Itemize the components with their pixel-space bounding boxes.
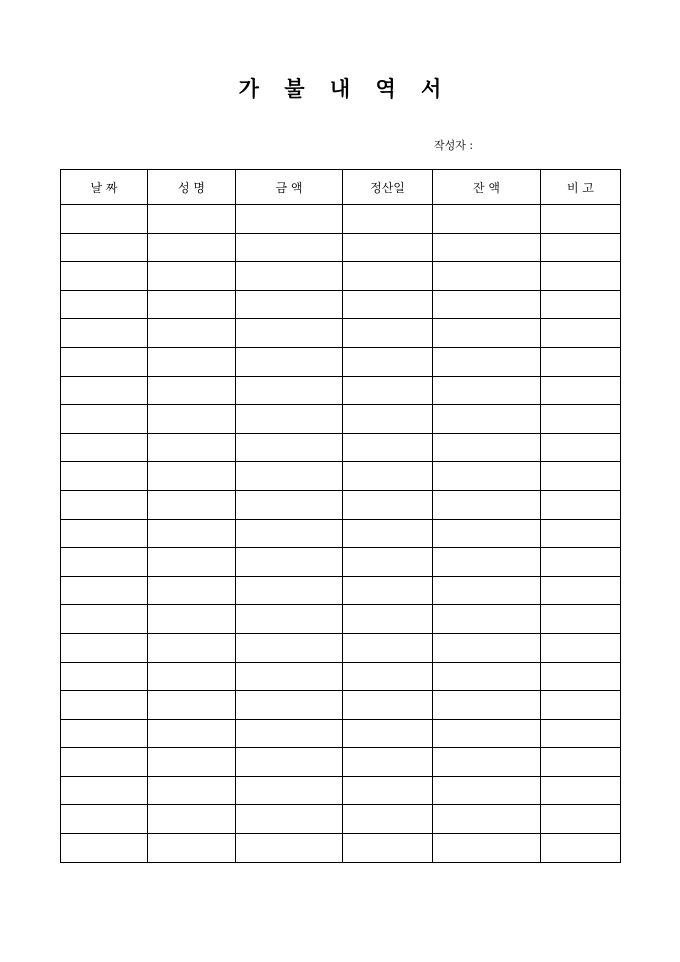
balance-cell[interactable] bbox=[433, 519, 541, 548]
settlement-date-cell[interactable] bbox=[343, 576, 433, 605]
remarks-cell[interactable] bbox=[541, 691, 621, 720]
name-cell[interactable] bbox=[148, 834, 236, 863]
remarks-cell[interactable] bbox=[541, 748, 621, 777]
balance-cell[interactable] bbox=[433, 548, 541, 577]
settlement-date-cell[interactable] bbox=[343, 205, 433, 234]
name-cell[interactable] bbox=[148, 691, 236, 720]
date-cell[interactable] bbox=[61, 376, 148, 405]
balance-cell[interactable] bbox=[433, 805, 541, 834]
balance-cell[interactable] bbox=[433, 347, 541, 376]
balance-cell[interactable] bbox=[433, 405, 541, 434]
name-cell[interactable] bbox=[148, 462, 236, 491]
name-cell[interactable] bbox=[148, 519, 236, 548]
remarks-cell[interactable] bbox=[541, 319, 621, 348]
header-remarks: 비 고 bbox=[541, 170, 621, 205]
header-amount: 금 액 bbox=[236, 170, 343, 205]
amount-cell[interactable] bbox=[236, 347, 343, 376]
date-cell[interactable] bbox=[61, 719, 148, 748]
date-cell[interactable] bbox=[61, 319, 148, 348]
table-row bbox=[61, 805, 621, 834]
date-cell[interactable] bbox=[61, 633, 148, 662]
remarks-cell[interactable] bbox=[541, 834, 621, 863]
date-cell[interactable] bbox=[61, 290, 148, 319]
table-row bbox=[61, 662, 621, 691]
header-balance: 잔 액 bbox=[433, 170, 541, 205]
table-row bbox=[61, 576, 621, 605]
advance-payment-table bbox=[60, 169, 621, 863]
balance-cell[interactable] bbox=[433, 605, 541, 634]
name-cell[interactable] bbox=[148, 290, 236, 319]
settlement-date-cell[interactable] bbox=[343, 319, 433, 348]
balance-cell[interactable] bbox=[433, 633, 541, 662]
balance-cell[interactable] bbox=[433, 262, 541, 291]
date-cell[interactable] bbox=[61, 233, 148, 262]
name-cell[interactable] bbox=[148, 347, 236, 376]
name-cell[interactable] bbox=[148, 405, 236, 434]
table-row bbox=[61, 605, 621, 634]
date-cell[interactable] bbox=[61, 748, 148, 777]
date-cell[interactable] bbox=[61, 662, 148, 691]
remarks-cell[interactable] bbox=[541, 290, 621, 319]
name-cell[interactable] bbox=[148, 490, 236, 519]
remarks-cell[interactable] bbox=[541, 490, 621, 519]
name-cell[interactable] bbox=[148, 605, 236, 634]
table-row bbox=[61, 376, 621, 405]
settlement-date-cell[interactable] bbox=[343, 233, 433, 262]
balance-cell[interactable] bbox=[433, 748, 541, 777]
table-row bbox=[61, 433, 621, 462]
table-row bbox=[61, 319, 621, 348]
table-row bbox=[61, 205, 621, 234]
amount-cell[interactable] bbox=[236, 776, 343, 805]
remarks-cell[interactable] bbox=[541, 519, 621, 548]
date-cell[interactable] bbox=[61, 405, 148, 434]
settlement-date-cell[interactable] bbox=[343, 262, 433, 291]
date-cell[interactable] bbox=[61, 576, 148, 605]
amount-cell[interactable] bbox=[236, 519, 343, 548]
name-cell[interactable] bbox=[148, 548, 236, 577]
name-cell[interactable] bbox=[148, 262, 236, 291]
remarks-cell[interactable] bbox=[541, 805, 621, 834]
table-row bbox=[61, 347, 621, 376]
amount-cell[interactable] bbox=[236, 662, 343, 691]
remarks-cell[interactable] bbox=[541, 633, 621, 662]
table-row bbox=[61, 691, 621, 720]
remarks-cell[interactable] bbox=[541, 262, 621, 291]
amount-cell[interactable] bbox=[236, 233, 343, 262]
amount-cell[interactable] bbox=[236, 290, 343, 319]
amount-cell[interactable] bbox=[236, 548, 343, 577]
amount-cell[interactable] bbox=[236, 576, 343, 605]
table-row bbox=[61, 262, 621, 291]
table-row bbox=[61, 719, 621, 748]
header-settlement-date: 정산일 bbox=[343, 170, 433, 205]
amount-cell[interactable] bbox=[236, 205, 343, 234]
author-label: 작성자 : bbox=[434, 139, 474, 152]
balance-cell[interactable] bbox=[433, 490, 541, 519]
date-cell[interactable] bbox=[61, 805, 148, 834]
header-name: 성 명 bbox=[148, 170, 236, 205]
remarks-cell[interactable] bbox=[541, 376, 621, 405]
name-cell[interactable] bbox=[148, 662, 236, 691]
balance-cell[interactable] bbox=[433, 719, 541, 748]
document-title: 가 불 내 역 서 bbox=[238, 76, 451, 101]
balance-cell[interactable] bbox=[433, 576, 541, 605]
amount-cell[interactable] bbox=[236, 748, 343, 777]
remarks-cell[interactable] bbox=[541, 576, 621, 605]
remarks-cell[interactable] bbox=[541, 548, 621, 577]
table-row bbox=[61, 633, 621, 662]
remarks-cell[interactable] bbox=[541, 719, 621, 748]
amount-cell[interactable] bbox=[236, 405, 343, 434]
settlement-date-cell[interactable] bbox=[343, 405, 433, 434]
settlement-date-cell[interactable] bbox=[343, 376, 433, 405]
remarks-cell[interactable] bbox=[541, 462, 621, 491]
name-cell[interactable] bbox=[148, 233, 236, 262]
settlement-date-cell[interactable] bbox=[343, 548, 433, 577]
settlement-date-cell[interactable] bbox=[343, 834, 433, 863]
balance-cell[interactable] bbox=[433, 319, 541, 348]
date-cell[interactable] bbox=[61, 548, 148, 577]
name-cell[interactable] bbox=[148, 719, 236, 748]
remarks-cell[interactable] bbox=[541, 233, 621, 262]
table-row bbox=[61, 834, 621, 863]
name-cell[interactable] bbox=[148, 805, 236, 834]
settlement-date-cell[interactable] bbox=[343, 433, 433, 462]
balance-cell[interactable] bbox=[433, 233, 541, 262]
remarks-cell[interactable] bbox=[541, 205, 621, 234]
amount-cell[interactable] bbox=[236, 719, 343, 748]
date-cell[interactable] bbox=[61, 834, 148, 863]
amount-cell[interactable] bbox=[236, 376, 343, 405]
settlement-date-cell[interactable] bbox=[343, 719, 433, 748]
amount-cell[interactable] bbox=[236, 319, 343, 348]
amount-cell[interactable] bbox=[236, 262, 343, 291]
name-cell[interactable] bbox=[148, 433, 236, 462]
balance-cell[interactable] bbox=[433, 290, 541, 319]
balance-cell[interactable] bbox=[433, 376, 541, 405]
table-row bbox=[61, 519, 621, 548]
settlement-date-cell[interactable] bbox=[343, 347, 433, 376]
remarks-cell[interactable] bbox=[541, 605, 621, 634]
name-cell[interactable] bbox=[148, 376, 236, 405]
name-cell[interactable] bbox=[148, 205, 236, 234]
name-cell[interactable] bbox=[148, 776, 236, 805]
table-row bbox=[61, 490, 621, 519]
date-cell[interactable] bbox=[61, 490, 148, 519]
date-cell[interactable] bbox=[61, 776, 148, 805]
table-row bbox=[61, 462, 621, 491]
settlement-date-cell[interactable] bbox=[343, 633, 433, 662]
amount-cell[interactable] bbox=[236, 691, 343, 720]
date-cell[interactable] bbox=[61, 605, 148, 634]
settlement-date-cell[interactable] bbox=[343, 519, 433, 548]
balance-cell[interactable] bbox=[433, 662, 541, 691]
table-row bbox=[61, 233, 621, 262]
date-cell[interactable] bbox=[61, 262, 148, 291]
balance-cell[interactable] bbox=[433, 462, 541, 491]
date-cell[interactable] bbox=[61, 347, 148, 376]
balance-cell[interactable] bbox=[433, 433, 541, 462]
date-cell[interactable] bbox=[61, 433, 148, 462]
date-cell[interactable] bbox=[61, 519, 148, 548]
settlement-date-cell[interactable] bbox=[343, 776, 433, 805]
name-cell[interactable] bbox=[148, 633, 236, 662]
settlement-date-cell[interactable] bbox=[343, 748, 433, 777]
remarks-cell[interactable] bbox=[541, 405, 621, 434]
name-cell[interactable] bbox=[148, 576, 236, 605]
name-cell[interactable] bbox=[148, 319, 236, 348]
table-row bbox=[61, 548, 621, 577]
settlement-date-cell[interactable] bbox=[343, 805, 433, 834]
remarks-cell[interactable] bbox=[541, 347, 621, 376]
table-row bbox=[61, 748, 621, 777]
remarks-cell[interactable] bbox=[541, 433, 621, 462]
name-cell[interactable] bbox=[148, 748, 236, 777]
date-cell[interactable] bbox=[61, 691, 148, 720]
amount-cell[interactable] bbox=[236, 834, 343, 863]
amount-cell[interactable] bbox=[236, 490, 343, 519]
settlement-date-cell[interactable] bbox=[343, 691, 433, 720]
amount-cell[interactable] bbox=[236, 633, 343, 662]
date-cell[interactable] bbox=[61, 205, 148, 234]
balance-cell[interactable] bbox=[433, 776, 541, 805]
settlement-date-cell[interactable] bbox=[343, 605, 433, 634]
table-body bbox=[61, 205, 621, 863]
date-cell[interactable] bbox=[61, 462, 148, 491]
amount-cell[interactable] bbox=[236, 605, 343, 634]
table-header-row bbox=[61, 170, 621, 205]
header-date: 날 짜 bbox=[61, 170, 148, 205]
table-row bbox=[61, 290, 621, 319]
balance-cell[interactable] bbox=[433, 834, 541, 863]
settlement-date-cell[interactable] bbox=[343, 490, 433, 519]
amount-cell[interactable] bbox=[236, 805, 343, 834]
settlement-date-cell[interactable] bbox=[343, 462, 433, 491]
settlement-date-cell[interactable] bbox=[343, 662, 433, 691]
amount-cell[interactable] bbox=[236, 433, 343, 462]
remarks-cell[interactable] bbox=[541, 662, 621, 691]
balance-cell[interactable] bbox=[433, 205, 541, 234]
remarks-cell[interactable] bbox=[541, 776, 621, 805]
settlement-date-cell[interactable] bbox=[343, 290, 433, 319]
balance-cell[interactable] bbox=[433, 691, 541, 720]
table-row bbox=[61, 405, 621, 434]
amount-cell[interactable] bbox=[236, 462, 343, 491]
table-row bbox=[61, 776, 621, 805]
